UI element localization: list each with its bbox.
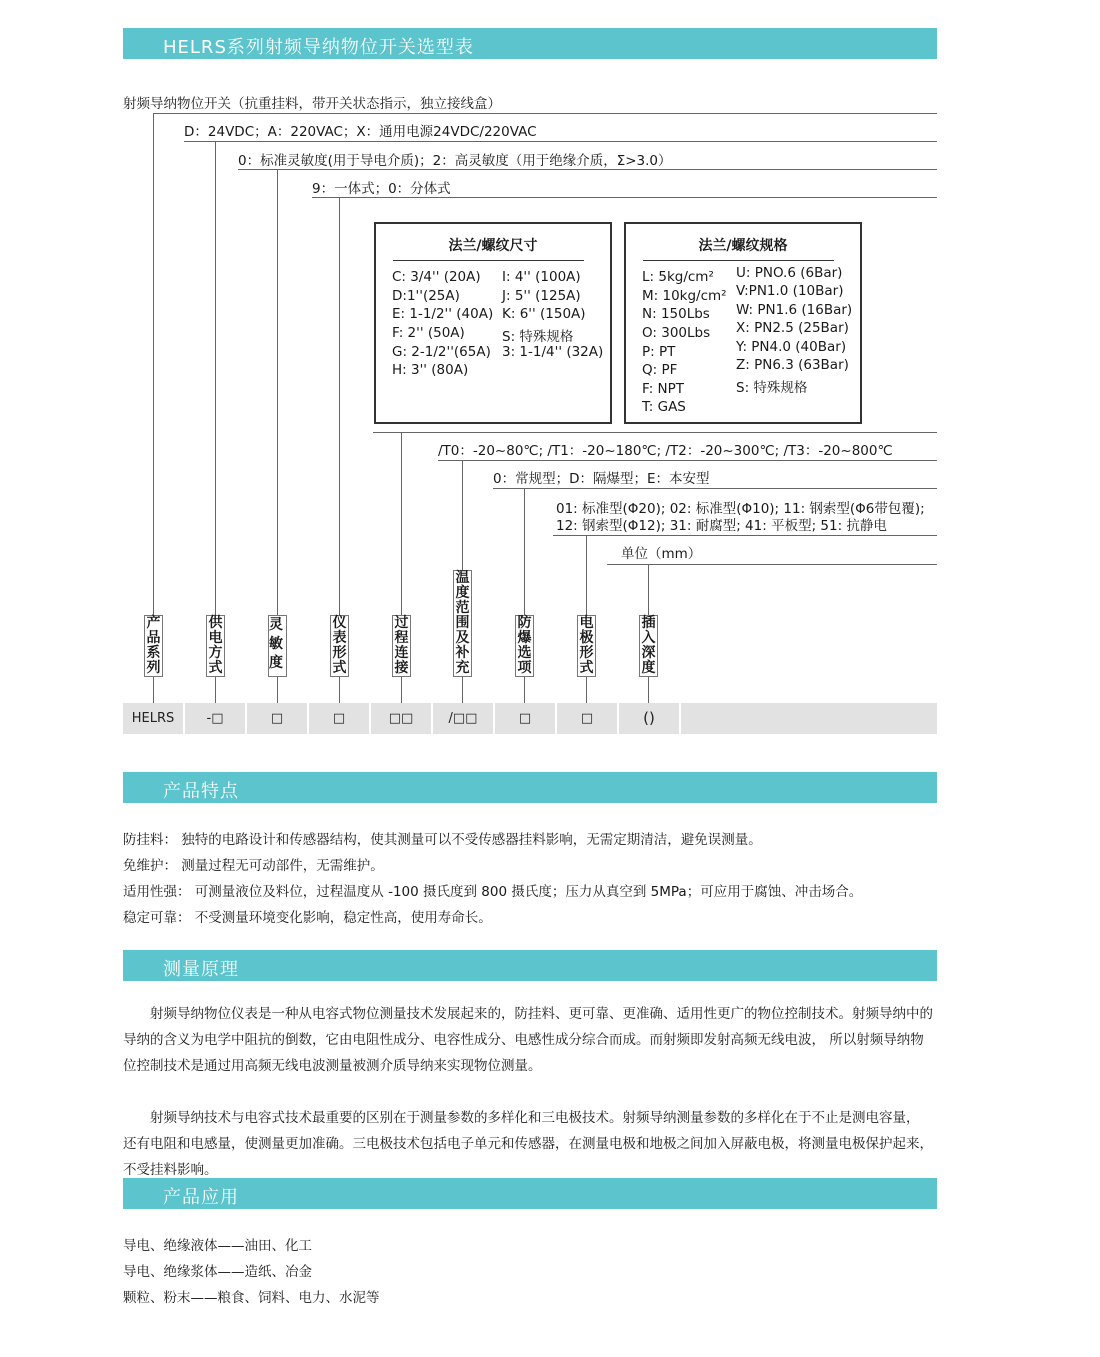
spec-option: V:PN1.0 (10Bar) xyxy=(736,283,844,299)
size-option: K: 6'' (150A) xyxy=(502,306,586,322)
flange-spec-title: 法兰/螺纹规格 xyxy=(698,238,788,254)
connector-line xyxy=(277,677,278,703)
code-cell: HELRS xyxy=(131,711,175,726)
selection-depth-line: 单位（mm） xyxy=(621,546,702,562)
applications-banner xyxy=(123,1178,937,1209)
size-option: S: 特殊规格 xyxy=(502,329,574,345)
divider xyxy=(607,564,937,565)
selection-form-line: 9：一体式；0：分体式 xyxy=(312,181,451,197)
connector-line xyxy=(524,488,525,615)
flange-size-title: 法兰/螺纹尺寸 xyxy=(448,238,538,254)
selection-explosion-line: 0：常规型；D：隔爆型；E：本安型 xyxy=(493,471,710,487)
selection-sensitivity-line: 0：标准灵敏度(用于导电介质)；2：高灵敏度（用于绝缘介质，Σ>3.0） xyxy=(238,153,672,169)
connector-line xyxy=(153,113,154,615)
size-option: C: 3/4'' (20A) xyxy=(392,269,481,285)
feature-item: 防挂料： 独特的电路设计和传感器结构，使其测量可以不受传感器挂料影响，无需定期清洁，避免误测量。 xyxy=(123,832,762,848)
principle-paragraph-2: 射频导纳技术与电容式技术最重要的区别在于测量参数的多样化和三电极技术。射频导纳测量参数的多样化在于不止是测电容量， 还有电阻和电感量，使测量更加准确。三电极技术包括电子单元和传感器，在测量电极和地极之间加入屏蔽电极，将测量电极保护起来，不受挂料影响。 xyxy=(123,1110,933,1178)
code-cell: () xyxy=(643,709,655,727)
vlabel-explosion: 防爆选项 xyxy=(515,615,534,677)
divider xyxy=(312,197,937,198)
principle-heading: 测量原理 xyxy=(163,959,239,980)
divider xyxy=(493,488,937,489)
connector-line xyxy=(339,677,340,703)
code-cell: □□ xyxy=(388,711,414,726)
divider xyxy=(679,703,681,734)
divider xyxy=(184,141,937,142)
code-cell: □ xyxy=(518,711,532,726)
applications-heading: 产品应用 xyxy=(163,1187,239,1208)
principle-paragraph-1: 射频导纳物位仪表是一种从电容式物位测量技术发展起来的，防挂料、更可靠、更准确、适用性更广的物位控制技术。射频导纳中的导纳的含义为电学中阻抗的倒数，它由电阻性成分、电容性成分、电感性成分综合而成。而射频即发射高频无线电波， 所以射频导纳物位控制技术是通过用高频无线电波测量被测介质导纳来实现物位测量。 xyxy=(123,1006,933,1074)
size-option: F: 2'' (50A) xyxy=(392,325,465,341)
spec-option: T: GAS xyxy=(642,399,686,415)
selection-temperature-line: /T0：-20~80℃; /T1：-20~180℃; /T2：-20~300℃; /T3：-20~800℃ xyxy=(438,443,893,459)
page-title: HELRS系列射频导纳物位开关选型表 xyxy=(163,37,474,58)
spec-option: Z: PN6.3 (63Bar) xyxy=(736,357,849,373)
application-item: 导电、绝缘浆体——造纸、冶金 xyxy=(123,1264,312,1280)
selection-product-line: 射频导纳物位开关（抗重挂料，带开关状态指示，独立接线盒） xyxy=(123,96,501,112)
code-cell: -□ xyxy=(206,711,224,726)
connector-line xyxy=(462,460,463,570)
code-cell: □ xyxy=(270,711,284,726)
spec-option: Q: PF xyxy=(642,362,678,378)
vlabel-product-series: 产品系列 xyxy=(144,615,163,677)
vlabel-electrode: 电极形式 xyxy=(577,615,596,677)
size-option: E: 1-1/2'' (40A) xyxy=(392,306,494,322)
divider xyxy=(373,432,937,433)
size-option: H: 3'' (80A) xyxy=(392,362,469,378)
flange-spec-box xyxy=(624,222,862,424)
connector-line xyxy=(215,677,216,703)
principle-banner xyxy=(123,950,937,981)
application-item: 导电、绝缘液体——油田、化工 xyxy=(123,1238,312,1254)
spec-option: N: 150Lbs xyxy=(642,306,710,322)
divider xyxy=(238,169,937,170)
code-cell: □ xyxy=(332,711,346,726)
connector-line xyxy=(586,535,587,615)
spec-option: O: 300Lbs xyxy=(642,325,711,341)
spec-option: X: PN2.5 (25Bar) xyxy=(736,320,849,336)
connector-line xyxy=(462,677,463,703)
selection-electrode-line-2: 12: 钢索型(Φ12); 31: 耐腐型; 41: 平板型; 51: 抗静电 xyxy=(556,518,887,534)
vlabel-sensitivity: 灵敏度 xyxy=(268,615,287,677)
connector-line xyxy=(277,169,278,615)
title-banner xyxy=(123,28,937,59)
divider xyxy=(393,260,584,261)
features-banner xyxy=(123,772,937,803)
selection-power-line: D：24VDC；A：220VAC；X：通用电源24VDC/220VAC xyxy=(184,124,537,140)
size-option: J: 5'' (125A) xyxy=(502,288,581,304)
feature-item: 适用性强： 可测量液位及料位，过程温度从 -100 摄氏度到 800 摄氏度；压力从真空到 5MPa；可应用于腐蚀、冲击场合。 xyxy=(123,884,863,900)
size-option: G: 2-1/2''(65A) xyxy=(392,344,491,360)
connector-line xyxy=(153,677,154,703)
connector-line xyxy=(648,564,649,615)
connector-line xyxy=(339,197,340,615)
spec-option: S: 特殊规格 xyxy=(736,380,808,396)
spec-option: Y: PN4.0 (40Bar) xyxy=(736,339,847,355)
divider xyxy=(553,535,937,536)
size-option: 3: 1-1/4'' (32A) xyxy=(502,344,604,360)
connector-line xyxy=(586,677,587,703)
spec-option: F: NPT xyxy=(642,381,685,397)
connector-line xyxy=(401,432,402,615)
code-cell: /□□ xyxy=(448,711,478,726)
vlabel-power: 供电方式 xyxy=(206,615,225,677)
divider xyxy=(643,260,834,261)
selection-electrode-line-1: 01: 标准型(Φ20); 02: 标准型(Φ10); 11: 钢索型(Φ6带包覆); xyxy=(556,501,925,517)
size-option: D:1''(25A) xyxy=(392,288,460,304)
feature-item: 免维护： 测量过程无可动部件，无需维护。 xyxy=(123,858,384,874)
connector-line xyxy=(524,677,525,703)
connector-line xyxy=(215,141,216,615)
feature-item: 稳定可靠： 不受测量环境变化影响，稳定性高，使用寿命长。 xyxy=(123,910,492,926)
vlabel-process-connection: 过程连接 xyxy=(392,615,411,677)
connector-line xyxy=(648,677,649,703)
vlabel-insertion-depth: 插入深度 xyxy=(639,615,658,677)
connector-line xyxy=(401,677,402,703)
divider xyxy=(438,460,937,461)
spec-option: P: PT xyxy=(642,344,676,360)
code-cell: □ xyxy=(580,711,594,726)
spec-option: L: 5kg/cm² xyxy=(642,269,714,285)
features-heading: 产品特点 xyxy=(163,781,239,802)
vlabel-temperature: 温度范围及补充 xyxy=(453,570,472,677)
spec-option: U: PNO.6 (6Bar) xyxy=(736,265,843,281)
model-code-bar xyxy=(123,703,937,734)
flange-size-box xyxy=(374,222,612,424)
size-option: I: 4'' (100A) xyxy=(502,269,581,285)
divider xyxy=(153,113,937,114)
application-item: 颗粒、粉末——粮食、饲料、电力、水泥等 xyxy=(123,1290,380,1306)
spec-option: M: 10kg/cm² xyxy=(642,288,727,304)
vlabel-instrument-form: 仪表形式 xyxy=(330,615,349,677)
spec-option: W: PN1.6 (16Bar) xyxy=(736,302,853,318)
